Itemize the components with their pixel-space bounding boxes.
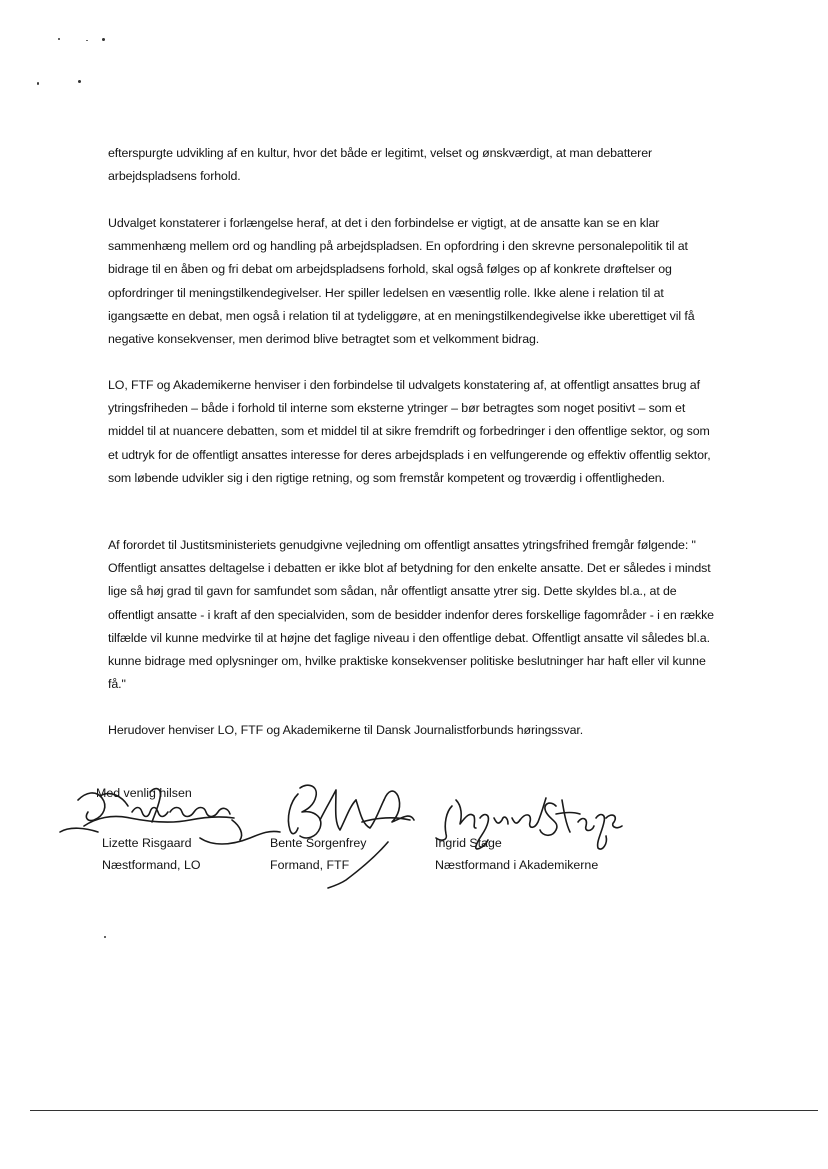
paragraph-4: Af forordet til Justitsministeriets genudgivne vejledning om offentligt ansattes ytringsfrihed fremgår følgende: " Offentligt ansattes deltagelse i debatten er ikke blot af betydning for den enkelte ansatte. Det er således i mindst lige så høj grad til gavn for samfundet som sådan, når offentligt ansatte ytrer sig. Dette skyldes bl.a., at de offentligt ansatte - i kraft af den specialviden, som de besidder indenfor deres forskellige fagområder - i en række tilfælde vil kunne medvirke til at højne det faglige niveau i den offentlige debat. Offentligt ansatte vil således bl.a. kunne bidrage med oplysninger om, hvilke praktiske konsekvenser politiske beslutninger har haft eller vil kunne få." [108, 538, 714, 692]
signatory-name: Lizette Risgaard [102, 836, 192, 850]
scan-speck [58, 38, 60, 40]
signatory-title: Næstformand i Akademikerne [435, 858, 599, 872]
signatory-name: Bente Sorgenfrey [270, 836, 367, 850]
signatory-3 [435, 832, 598, 876]
signatory-title: Næstformand, LO [102, 858, 201, 872]
signatory-title: Formand, FTF [270, 858, 350, 872]
scan-speck [86, 40, 88, 41]
scan-speck [102, 38, 105, 41]
footer-rule [30, 1110, 818, 1111]
paragraph-1: efterspurgte udvikling af en kultur, hvor det både er legitimt, velset og ønskværdigt, at man debatterer arbejdspladsens forhold. [108, 146, 653, 184]
scan-speck [104, 936, 106, 938]
signatory-name: Ingrid Stage [435, 836, 502, 850]
signatory-2 [270, 832, 366, 876]
signatory-1 [102, 832, 200, 876]
closing-greeting: Med venlig hilsen [96, 786, 192, 800]
paragraph-3: LO, FTF og Akademikerne henviser i den forbindelse til udvalgets konstatering af, at offentligt ansattes brug af ytringsfriheden – både i forhold til interne som eksterne ytringer – bør betragtes som noget positivt – som et middel til at nuancere debatten, som et middel til at sikre fremdrift og forbedringer i den offentlige sektor, og som et udtryk for de offentligt ansattes interesse for deres arbejdsplads i en velfungerende og effektiv offentlig sektor, som løbende udvikler sig i den rigtige retning, og som fremstår kompetent og troværdig i offentligheden. [108, 378, 711, 485]
paragraph-2: Udvalget konstaterer i forlængelse heraf, at det i den forbindelse er vigtigt, at de ansatte kan se en klar sammenhæng mellem ord og handling på arbejdspladsen. En opfordring i den skrevne personalepolitik til at bidrage til en åben og fri debat om arbejdspladsens forhold, skal også følges op af konkrete drøftelser og opfordringer til meningstilkendegivelser. Her spiller ledelsen en væsentlig rolle. Ikke alene i relation til at igangsætte en debat, men også i relation til at tydeliggøre, at en meningstilkendegivelse ikke uberettiget vil få negative konsekvenser, men derimod blive betragtet som et velkomment bidrag. [108, 216, 695, 347]
scan-speck [37, 82, 39, 85]
paragraph-5: Herudover henviser LO, FTF og Akademikerne til Dansk Journalistforbunds høringssvar. [108, 723, 584, 737]
scan-speck [78, 80, 81, 83]
